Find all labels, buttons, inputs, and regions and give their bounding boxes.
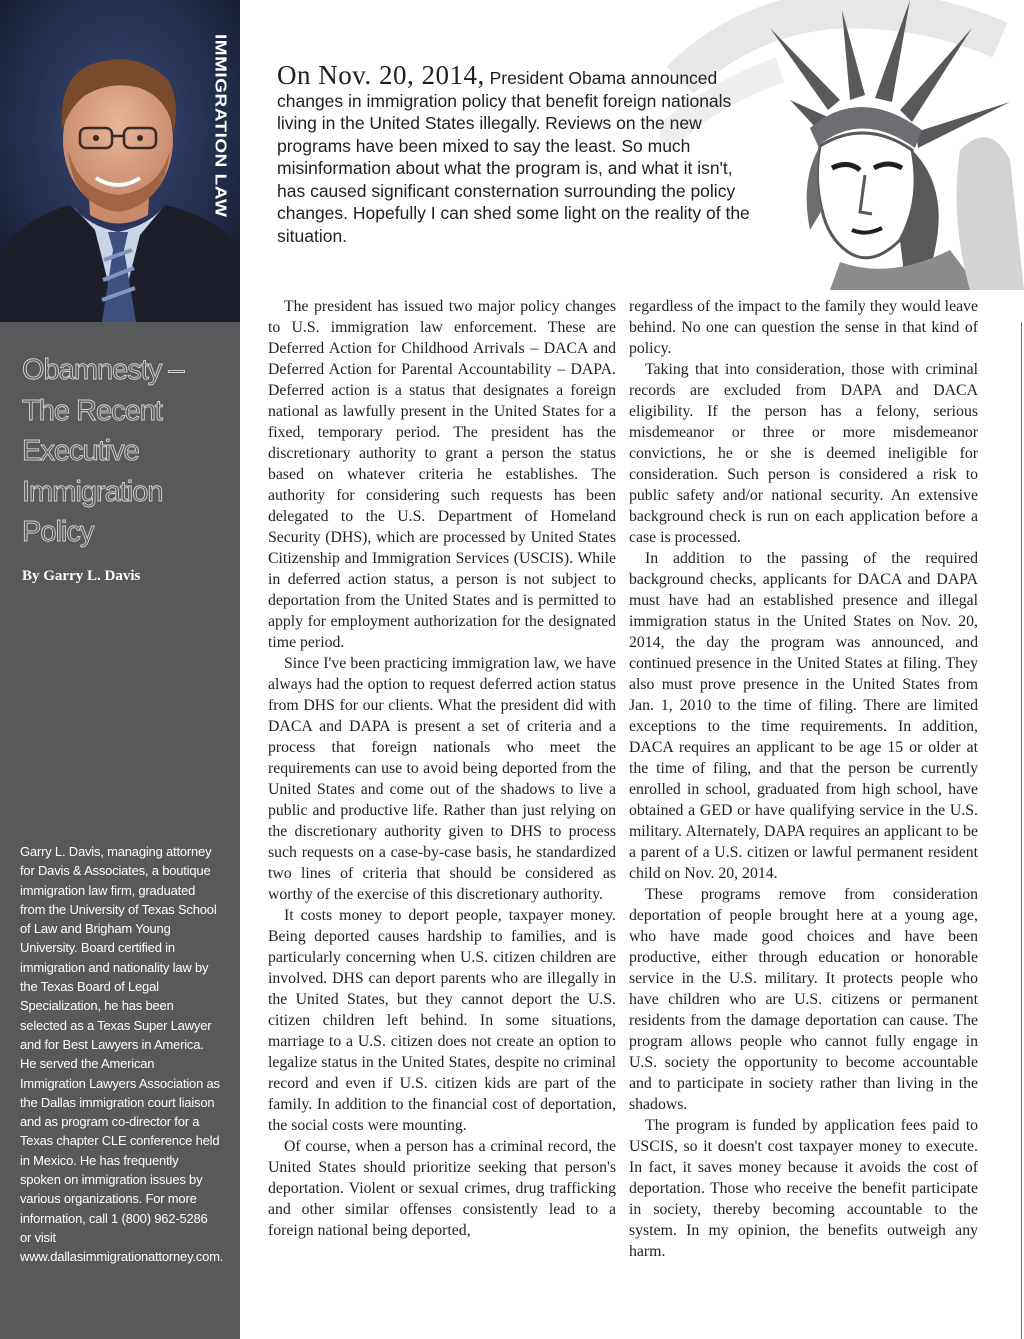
byline: By Garry L. Davis [22,568,141,584]
body-paragraph: Since I've been practicing immigration law, we have always had the option to request deferred action status from DHS for our clients. What the president did with DACA and DAPA is present a set of criteria and a process that foreign nationals who meet the requirements can use to avoid being deported from the United States and come out of the shadows to live a public and productive life. Rather than just relying on the discretionary authority given to DHS to process such requests on a case-by-case basis, he standardized two lines of criteria that should be considered as worthy of the exercise of this discretionary authority. [268,655,616,903]
article-column-right [629,296,978,1262]
article-headline: Obamnesty – The Recent Executive Immigration Policy [22,354,184,548]
section-label: IMMIGRATION LAW [211,34,229,218]
sidebar [0,0,240,1339]
intro-lead: On Nov. 20, 2014, [277,60,485,90]
author-portrait-image [0,0,240,322]
body-paragraph: The program is funded by application fees paid to USCIS, so it doesn't cost taxpayer money to execute. In fact, it saves money because it avoids the cost of deportation. Those who receive the benefit participate in society, thereby becoming accountable to the system. In my opinion, the benefits outweigh any harm. [629,1117,978,1260]
author-photo [0,0,240,322]
intro-paragraph [277,60,752,247]
body-paragraph: These programs remove from consideration deportation of people brought here at a young age, who have made good choices and have been productive, either through education or honorable service in the U.S. military. It protects people who have children who are U.S. citizens or permanent residents from the damage deportation can cause. The program allows people who cannot fully engage in U.S. society the opportunity to become accountable and to participate in society rather than living in the shadows. [629,886,978,1113]
author-bio: Garry L. Davis, managing attorney for Davis & Associates, a boutique immigration law firm, graduated from the University of Texas School of Law and Brigham Young University. Board certified in immigration and nationality law by the Texas Board of Legal Specialization, he has been selected as a Texas Super Lawyer and for Best Lawyers in America. He served the American Immigration Lawyers Association as the Dallas immigration court liaison and as program co-director for a Texas chapter CLE conference held in Mexico. He has frequently spoken on immigration issues by various organizations. For more information, call 1 (800) 962-5286 or visit www.dallasimmigrationattorney.com. [20,844,224,1265]
body-paragraph: In addition to the passing of the required background checks, applicants for DACA and DAPA must have had an established presence and illegal immigration status in the United States on Nov. 20, 2014, the day the program was announced, and continued presence in the United States at filing. They also must prove presence in the United States from Jan. 1, 2010 to the time of filing. There are limited exceptions to the time requirements. In addition, DACA requires an applicant to be age 15 or older at the time of filing, and that the person be currently enrolled in school, graduated from high school, have obtained a GED or have qualifying service in the U.S. military. Alternately, DAPA requires an applicant to be a parent of a U.S. citizen or lawful permanent resident child on Nov. 20, 2014. [629,550,978,882]
body-paragraph: Of course, when a person has a criminal record, the United States should prioritize seeking that person's deportation. Violent or sexual crimes, drug trafficking and other similar offenses consistently lead to a foreign national being deported, [268,1138,616,1239]
column-rule [1021,322,1022,1339]
body-paragraph: The president has issued two major policy changes to U.S. immigration law enforcement. These are Deferred Action for Childhood Arrivals – DACA and Deferred Action for Parental Accountability – DAPA. Deferred action is a status that designates a foreign national as lawfully present in the United States for a fixed, temporary period. The president has the discretionary authority to grant a person the status based on whatever criteria he establishes. The authority for considering such requests has been delegated to the U.S. Department of Homeland Security (DHS), which are processed by United States Citizenship and Immigration Services (USCIS). While in deferred action status, a person is not subject to deportation from the United States and is permitted to apply for employment authorization for the designated time period. [268,298,616,651]
article-column-left [268,296,616,1241]
intro-text: President Obama announced changes in immigration policy that benefit foreign nationals living in the United States illegally. Reviews on the new programs have been mixed to say the least. So much misinformation about what the program is, and what it isn't, has caused significant consternation surrounding the policy changes. Hopefully I can shed some light on the reality of the situation. [277,68,750,246]
body-paragraph-continued: regardless of the impact to the family they would leave behind. No one can question the sense in that kind of policy. [629,298,978,357]
body-paragraph: Taking that into consideration, those with criminal records are excluded from DAPA and DACA eligibility. If the person has a felony, serious misdemeanor or three or more misdemeanor convictions, he or she is deemed ineligible for consideration. Such person is considered a risk to public safety and/or national security. An extensive background check is run on each application before a case is processed. [629,361,978,546]
body-paragraph: It costs money to deport people, taxpayer money. Being deported causes hardship to families, and is particularly concerning when U.S. citizen children are involved. DHS can deport parents who are illegally in the United States, but they cannot deport the U.S. citizen children left behind. In some situations, marriage to a U.S. citizen does not create an option to legalize status in the United States, despite no criminal record and even if U.S. citizen kids are part of the family. In addition to the financial cost of deportation, the social costs were mounting. [268,907,616,1134]
